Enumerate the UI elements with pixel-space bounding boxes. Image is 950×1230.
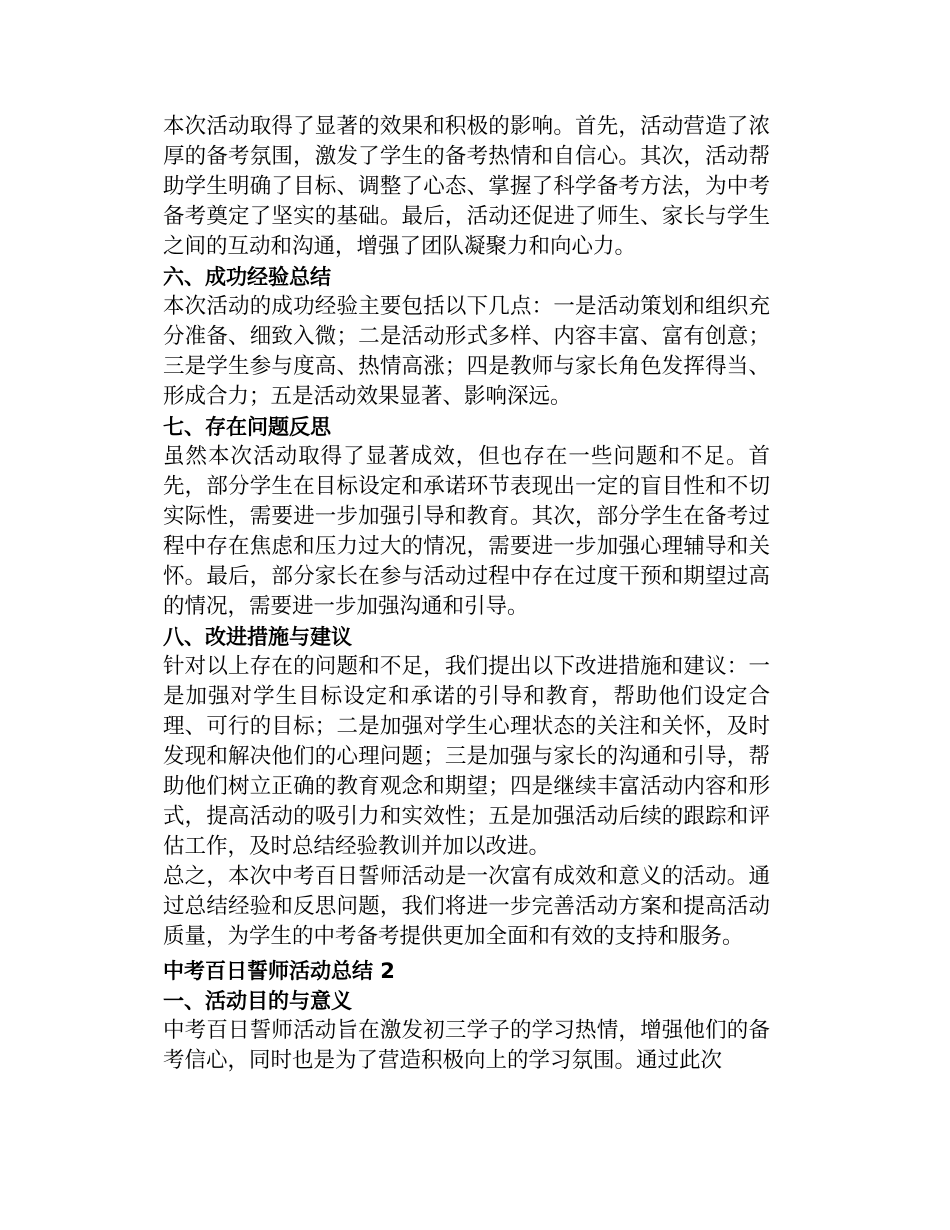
document-page [163,112,770,1076]
paragraph-conclusion: 总之，本次中考百日誓师活动是一次富有成效和意义的活动。通过总结经验和反思问题，我们将进一步完善活动方案和提高活动质量，为学生的中考备考提供更加全面和有效的支持和服务。 [163,864,770,949]
section-title-summary-2: 中考百日誓师活动总结 2 [163,959,395,983]
heading-success-experience: 六、成功经验总结 [163,265,331,289]
paragraph-success-experience: 本次活动的成功经验主要包括以下几点：一是活动策划和组织充分准备、细致入微；二是活动形式多样、内容丰富、富有创意；三是学生参与度高、热情高涨；四是教师与家长角色发挥得当、形成合力；五是活动效果显著、影响深远。 [163,294,770,409]
paragraph-effects: 本次活动取得了显著的效果和积极的影响。首先，活动营造了浓厚的备考氛围，激发了学生的备考热情和自信心。其次，活动帮助学生明确了目标、调整了心态、掌握了科学备考方法，为中考备考奠定了坚实的基础。最后，活动还促进了师生、家长与学生之间的互动和沟通，增强了团队凝聚力和向心力。 [163,114,770,259]
heading-purpose-meaning: 一、活动目的与意义 [163,989,352,1013]
paragraph-problems-reflection: 虽然本次活动取得了显著成效，但也存在一些问题和不足。首先，部分学生在目标设定和承诺环节表现出一定的盲目性和不切实际性，需要进一步加强引导和教育。其次，部分学生在备考过程中存在焦虑和压力过大的情况，需要进一步加强心理辅导和关怀。最后，部分家长在参与活动过程中存在过度干预和期望过高的情况，需要进一步加强沟通和引导。 [163,444,770,619]
heading-improvement-measures: 八、改进措施与建议 [163,625,352,649]
paragraph-purpose-meaning: 中考百日誓师活动旨在激发初三学子的学习热情，增强他们的备考信心，同时也是为了营造积极向上的学习氛围。通过此次 [163,1018,770,1073]
paragraph-improvement-measures: 针对以上存在的问题和不足，我们提出以下改进措施和建议：一是加强对学生目标设定和承诺的引导和教育，帮助他们设定合理、可行的目标；二是加强对学生心理状态的关注和关怀，及时发现和解决他们的心理问题；三是加强与家长的沟通和引导，帮助他们树立正确的教育观念和期望；四是继续丰富活动内容和形式，提高活动的吸引力和实效性；五是加强活动后续的跟踪和评估工作，及时总结经验教训并加以改进。 [163,654,770,859]
heading-problems-reflection: 七、存在问题反思 [163,415,331,439]
